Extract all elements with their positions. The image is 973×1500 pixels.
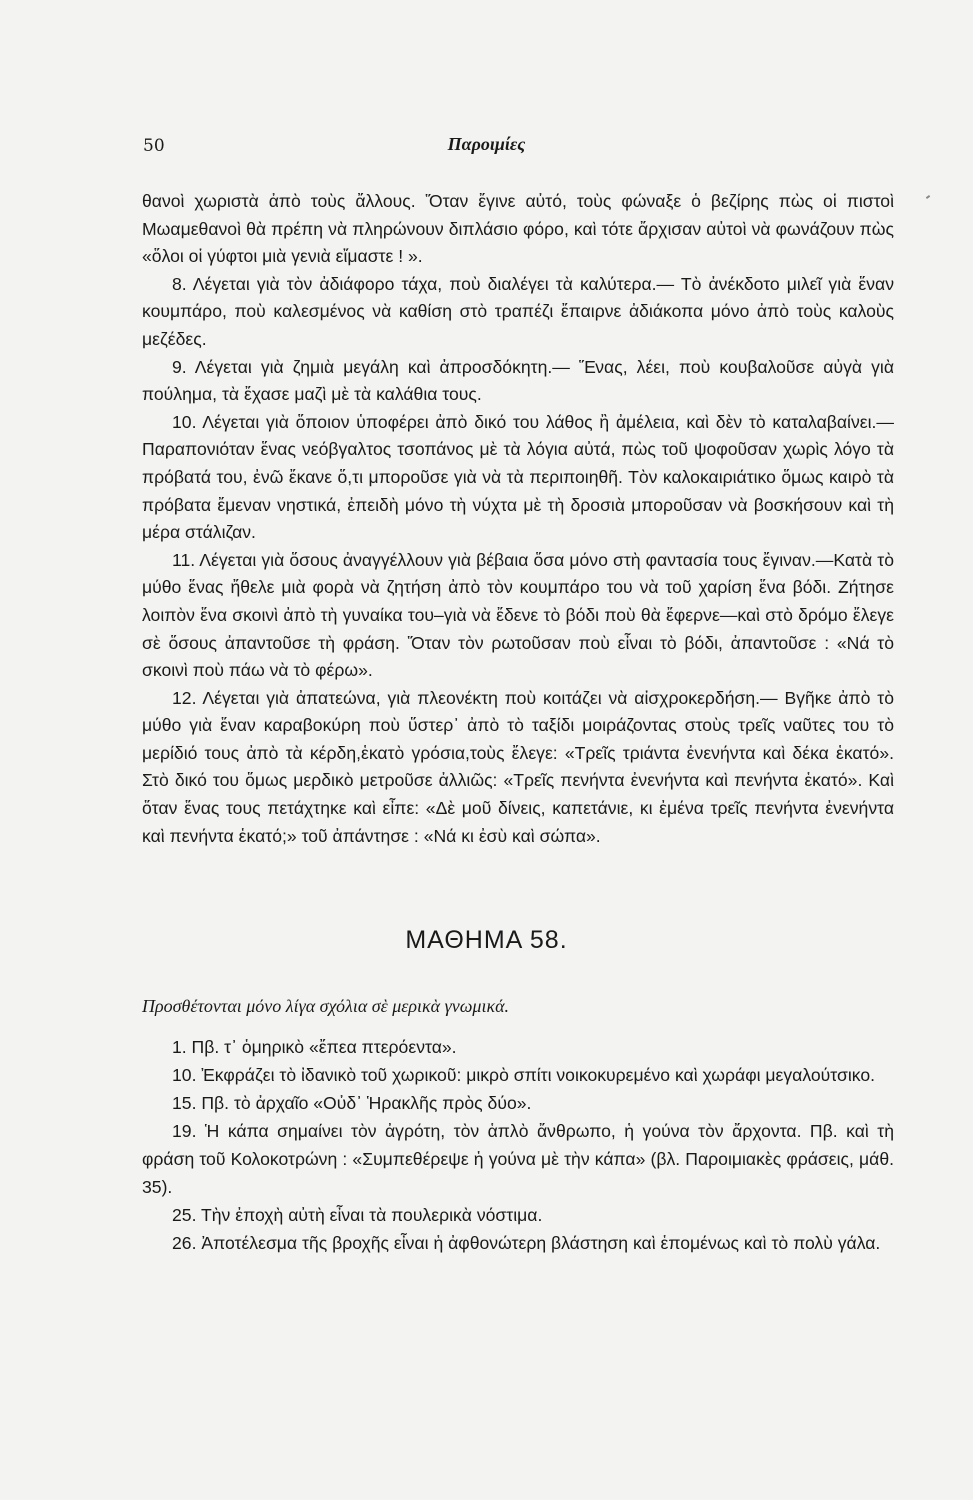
note-1: 1. Πβ. τ᾽ ὁμηρικὸ «ἔπεα πτερόεντα». [172,1037,457,1057]
lesson-notes [142,1033,894,1257]
proverbs-section [142,188,894,850]
proverb-8: 8. Λέγεται γιὰ τὸν ἀδιάφορο τάχα, ποὺ διαλέγει τὰ καλύτερα.— Τὸ ἀνέκδοτο μιλεῖ γιὰ ἕναν κουμπάρο, ποὺ καλεσμένος νὰ καθίση στὸ τραπέζι ἔπαιρνε ἀδιάκοπα μόνο ἀπὸ τοὺς καλοὺς μεζέδες. [142,273,894,349]
page-number: 50 [143,136,165,156]
lesson-heading: ΜΑΘΗΜΑ 58. [405,926,568,954]
scan-speck [926,195,930,199]
proverb-10: 10. Λέγεται γιὰ ὅποιον ὑποφέρει ἀπὸ δικό του λάθος ἢ ἀμέλεια, καὶ δὲν τὸ καταλαβαίνει.— Παραπονιόταν ἕνας νεόβγαλτος τσοπάνος μὲ τὰ λόγια αὐτά, πὼς τοῦ ψοφοῦσαν χωρὶς λόγο τὰ πρόβατά του, ἐνῶ ἔκανε ὅ,τι μποροῦσε γιὰ νὰ τὰ περιποιηθῆ. Τὸν καλοκαιριάτικο ὅμως καιρὸ τὰ πρόβατα ἔμεναν νηστικά, ἐπειδὴ μόνο τὴ νύχτα μὲ τὴ δροσιὰ μποροῦσαν νὰ βοσκήσουν καὶ τὴ μέρα στάλιζαν. [142,411,894,543]
proverb-12: 12. Λέγεται γιὰ ἀπατεώνα, γιὰ πλεονέκτη ποὺ κοιτάζει νὰ αἰσχροκερδήση.— Βγῆκε ἀπὸ τὸ μύθο γιὰ ἕναν καραβοκύρη ποὺ ὕστερ᾽ ἀπὸ τὸ ταξίδι μοιράζοντας στοὺς τρεῖς ναῦτες του τὸ μερίδιό τους ἀπὸ τὰ κέρδη,ἑκατὸ γρόσια,τοὺς ἔλεγε: «Τρεῖς τριάντα ἐνενήντα καὶ δέκα ἑκατό». Στὸ δικό του ὅμως μερδικὸ μετροῦσε ἀλλιῶς: «Τρεῖς πενήντα ἐνενήντα καὶ πενήντα ἑκατό». Καὶ ὅταν ἕνας τους πετάχτηκε καὶ εἶπε: «Δὲ μοῦ δίνεις, καπετάνιε, κι ἐμένα τρεῖς πενήντα ἐνενήντα καὶ πενήντα ἑκατό;» τοῦ ἀπάντησε : «Νά κι ἐσὺ καὶ σώπα». [142,687,894,846]
continuation-paragraph: θανοὶ χωριστὰ ἀπὸ τοὺς ἄλλους. Ὅταν ἔγινε αὐτό, τοὺς φώναξε ὁ βεζίρης πὼς οἱ πιστοὶ Μωαμεθανοὶ θὰ πρέπη νὰ πληρώνουν διπλάσιο φόρο, καὶ τότε ἄρχισαν αὐτοὶ νὰ φωνάζουν πὼς «ὅλοι οἱ γύφτοι μιὰ γενιὰ εἴμαστε ! ». [142,191,894,267]
note-15: 15. Πβ. τὸ ἀρχαῖο «Οὐδ᾽ Ἡρακλῆς πρὸς δύο». [172,1093,532,1113]
note-26: 26. Ἀποτέλεσμα τῆς βροχῆς εἶναι ἡ ἀφθονώτερη βλάστηση καὶ ἑπομένως καὶ τὸ πολὺ γάλα. [172,1233,881,1253]
running-title: Παροιμίες [447,134,526,154]
note-25: 25. Τὴν ἐποχὴ αὐτὴ εἶναι τὰ πουλερικὰ νόστιμα. [172,1205,543,1225]
proverb-9: 9. Λέγεται γιὰ ζημιὰ μεγάλη καὶ ἀπροσδόκητη.— Ἕνας, λέει, ποὺ κουβαλοῦσε αὐγὰ γιὰ πούλημα, τὰ ἔχασε μαζὶ μὲ τὰ καλάθια τους. [142,356,894,405]
note-19: 19. Ἡ κάπα σημαίνει τὸν ἀγρότη, τὸν ἁπλὸ ἄνθρωπο, ἡ γούνα τὸν ἄρχοντα. Πβ. καὶ τὴ φράση τοῦ Κολοκοτρώνη : «Συμπεθέρεψε ἡ γούνα μὲ τὴν κάπα» (βλ. Παροιμιακὲς φράσεις, μάθ. 35). [142,1121,894,1197]
lesson-intro: Προσθέτονται μόνο λίγα σχόλια σὲ μερικὰ γνωμικά. [142,996,510,1016]
proverb-11: 11. Λέγεται γιὰ ὅσους ἀναγγέλλουν γιὰ βέβαια ὅσα μόνο στὴ φαντασία τους ἔγιναν.—Κατὰ τὸ μύθο ἕνας ἤθελε μιὰ φορὰ νὰ ζητήση ἀπὸ τὸν κουμπάρο του νὰ τοῦ χαρίση ἕνα βόδι. Ζήτησε λοιπὸν ἕνα σκοινὶ ἀπὸ τὴ γυναίκα του–γιὰ νὰ ἔδενε τὸ βόδι ποὺ θὰ ἔφερνε—καὶ στὸ δρόμο ἔλεγε σὲ ὅσους ἀπαντοῦσε τὴ φράση. Ὅταν τὸν ρωτοῦσαν ποὺ εἶναι τὸ βόδι, ἀπαντοῦσε : «Νά τὸ σκοινὶ ποὺ πάω νὰ τὸ φέρω». [142,549,894,681]
note-10: 10. Ἐκφράζει τὸ ἰδανικὸ τοῦ χωρικοῦ: μικρὸ σπίτι νοικοκυρεμένο καὶ χωράφι μεγαλούτσικο. [172,1065,876,1085]
